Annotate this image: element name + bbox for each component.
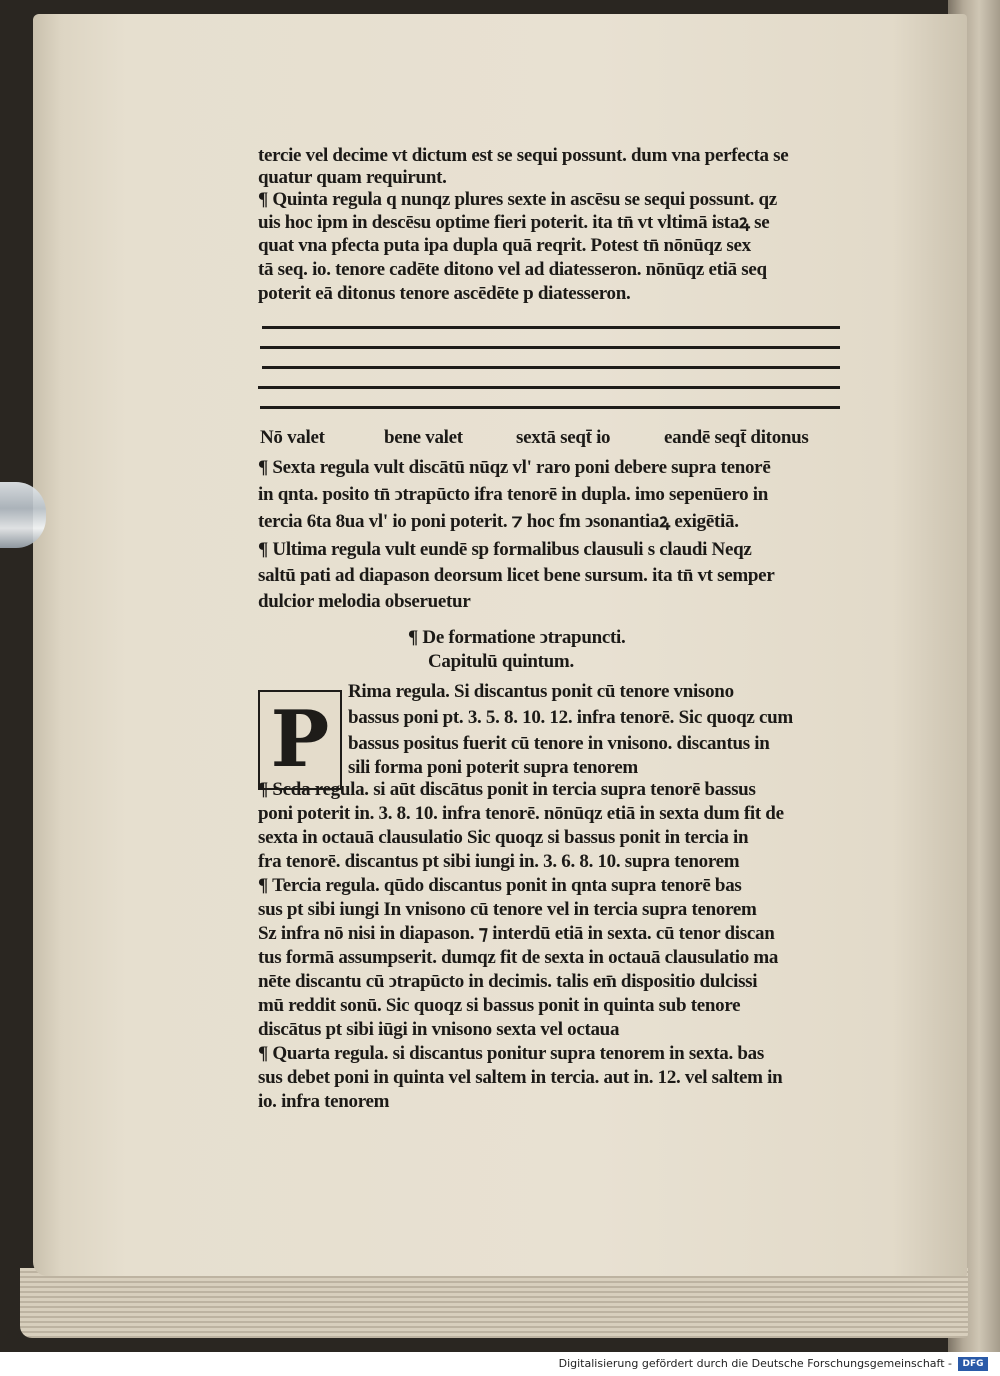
text-line: poterit eā ditonus tenore ascēdēte p diatesseron. bbox=[258, 283, 631, 304]
staff-line bbox=[260, 406, 840, 409]
text-line: Rima regula. Si discantus ponit cū tenore vnisono bbox=[348, 681, 734, 702]
text-line: ¶ Quarta regula. si discantus ponitur supra tenorem in sexta. bas bbox=[258, 1043, 764, 1064]
text-line: nēte discantu cū ↄtrapūcto in decimis. talis em̄ dispositio dulcissi bbox=[258, 971, 758, 992]
text-line: Sz infra nō nisi in diapason. ⁊ interdū etiā in sexta. cū tenor discan bbox=[258, 923, 775, 944]
text-line: poni poterit in. 3. 8. 10. infra tenorē. nōnūqz etiā in sexta dum fit de bbox=[258, 803, 784, 824]
staff-line bbox=[258, 386, 840, 389]
text-line: ¶ Quinta regula q nunqz plures sexte in ascēsu se sequi possunt. qz bbox=[258, 189, 777, 210]
staff-line bbox=[260, 346, 840, 349]
text-line: saltū pati ad diapason deorsum licet bene sursum. ita tn̄ vt semper bbox=[258, 565, 775, 586]
chapter-subheading: Capitulū quintum. bbox=[428, 651, 574, 672]
text-line: ¶ Scda regula. si aūt discātus ponit in tercia supra tenorē bassus bbox=[258, 779, 756, 800]
text-line: fra tenorē. discantus pt sibi iungi in. 3. 6. 8. 10. supra tenorem bbox=[258, 851, 740, 872]
text-line: quatur quam requirunt. bbox=[258, 167, 447, 188]
text-line: bassus positus fuerit cū tenore in vnisono. discantus in bbox=[348, 733, 770, 754]
text-line: sexta in octauā clausulatio Sic quoqz si bassus ponit in tercia in bbox=[258, 827, 749, 848]
text-line: ¶ Tercia regula. qūdo discantus ponit in qnta supra tenorē bas bbox=[258, 875, 742, 896]
text-line: tus formā assumpserit. dumqz fit de sexta in octauā clausulatio ma bbox=[258, 947, 779, 968]
text-line: quat vna pfecta puta ipa dupla quā reqrit. Potest tn̄ nōnūqz sex bbox=[258, 235, 751, 256]
attribution-text: Digitalisierung gefördert durch die Deutsche Forschungsgemeinschaft - bbox=[558, 1357, 952, 1370]
text-line: ¶ Sexta regula vult discātū nūqz vl' raro poni debere supra tenorē bbox=[258, 457, 771, 478]
text-line: tercie vel decime vt dictum est se sequi possunt. dum vna perfecta se bbox=[258, 145, 789, 166]
text-line: io. infra tenorem bbox=[258, 1091, 390, 1112]
text-line: in qnta. posito tn̄ ↄtrapūcto ifra tenorē in dupla. imo sepenūero in bbox=[258, 484, 768, 505]
text-line: uis hoc ipm in descēsu optime fieri poterit. ita tn̄ vt vltimā istaꝝ se bbox=[258, 212, 770, 233]
staff-label: Nō valet bbox=[260, 427, 325, 448]
staff-label: eandē seqt̄ ditonus bbox=[664, 427, 809, 448]
text-line: ¶ Ultima regula vult eundē sp formalibus clausuli s claudi Neqz bbox=[258, 539, 752, 560]
staff-line bbox=[262, 326, 840, 329]
drop-cap bbox=[258, 690, 342, 790]
text-line: tā seq. io. tenore cadēte ditono vel ad diatesseron. nōnūqz etiā seq bbox=[258, 259, 767, 280]
staff-label: bene valet bbox=[384, 427, 463, 448]
page-stack-edges bbox=[20, 1268, 968, 1338]
drop-cap-letter: P bbox=[270, 694, 330, 785]
staff-line bbox=[262, 366, 840, 369]
text-line: discātus pt sibi iūgi in vnisono sexta vel octaua bbox=[258, 1019, 620, 1040]
chapter-heading: ¶ De formatione ↄtrapuncti. bbox=[408, 627, 626, 648]
attribution-footer bbox=[0, 1352, 1000, 1376]
text-line: dulcior melodia obseruetur bbox=[258, 591, 471, 612]
text-line: sus debet poni in quinta vel saltem in tercia. aut in. 12. vel saltem in bbox=[258, 1067, 783, 1088]
text-line: sus pt sibi iungi In vnisono cū tenore vel in tercia supra tenorem bbox=[258, 899, 757, 920]
text-line: tercia 6ta 8ua vl' io poni poterit. ⁊ hoc fm ↄsonantiaꝝ exigētiā. bbox=[258, 511, 739, 532]
text-line: sili forma poni poterit supra tenorem bbox=[348, 757, 638, 778]
text-line: bassus poni pt. 3. 5. 8. 10. 12. infra tenorē. Sic quoqz cum bbox=[348, 707, 793, 728]
staff-label: sextā seqt̄ io bbox=[516, 427, 611, 448]
text-line: mū reddit sonū. Sic quoqz si bassus ponit in quinta sub tenore bbox=[258, 995, 741, 1016]
dfg-logo: DFG bbox=[958, 1357, 988, 1371]
